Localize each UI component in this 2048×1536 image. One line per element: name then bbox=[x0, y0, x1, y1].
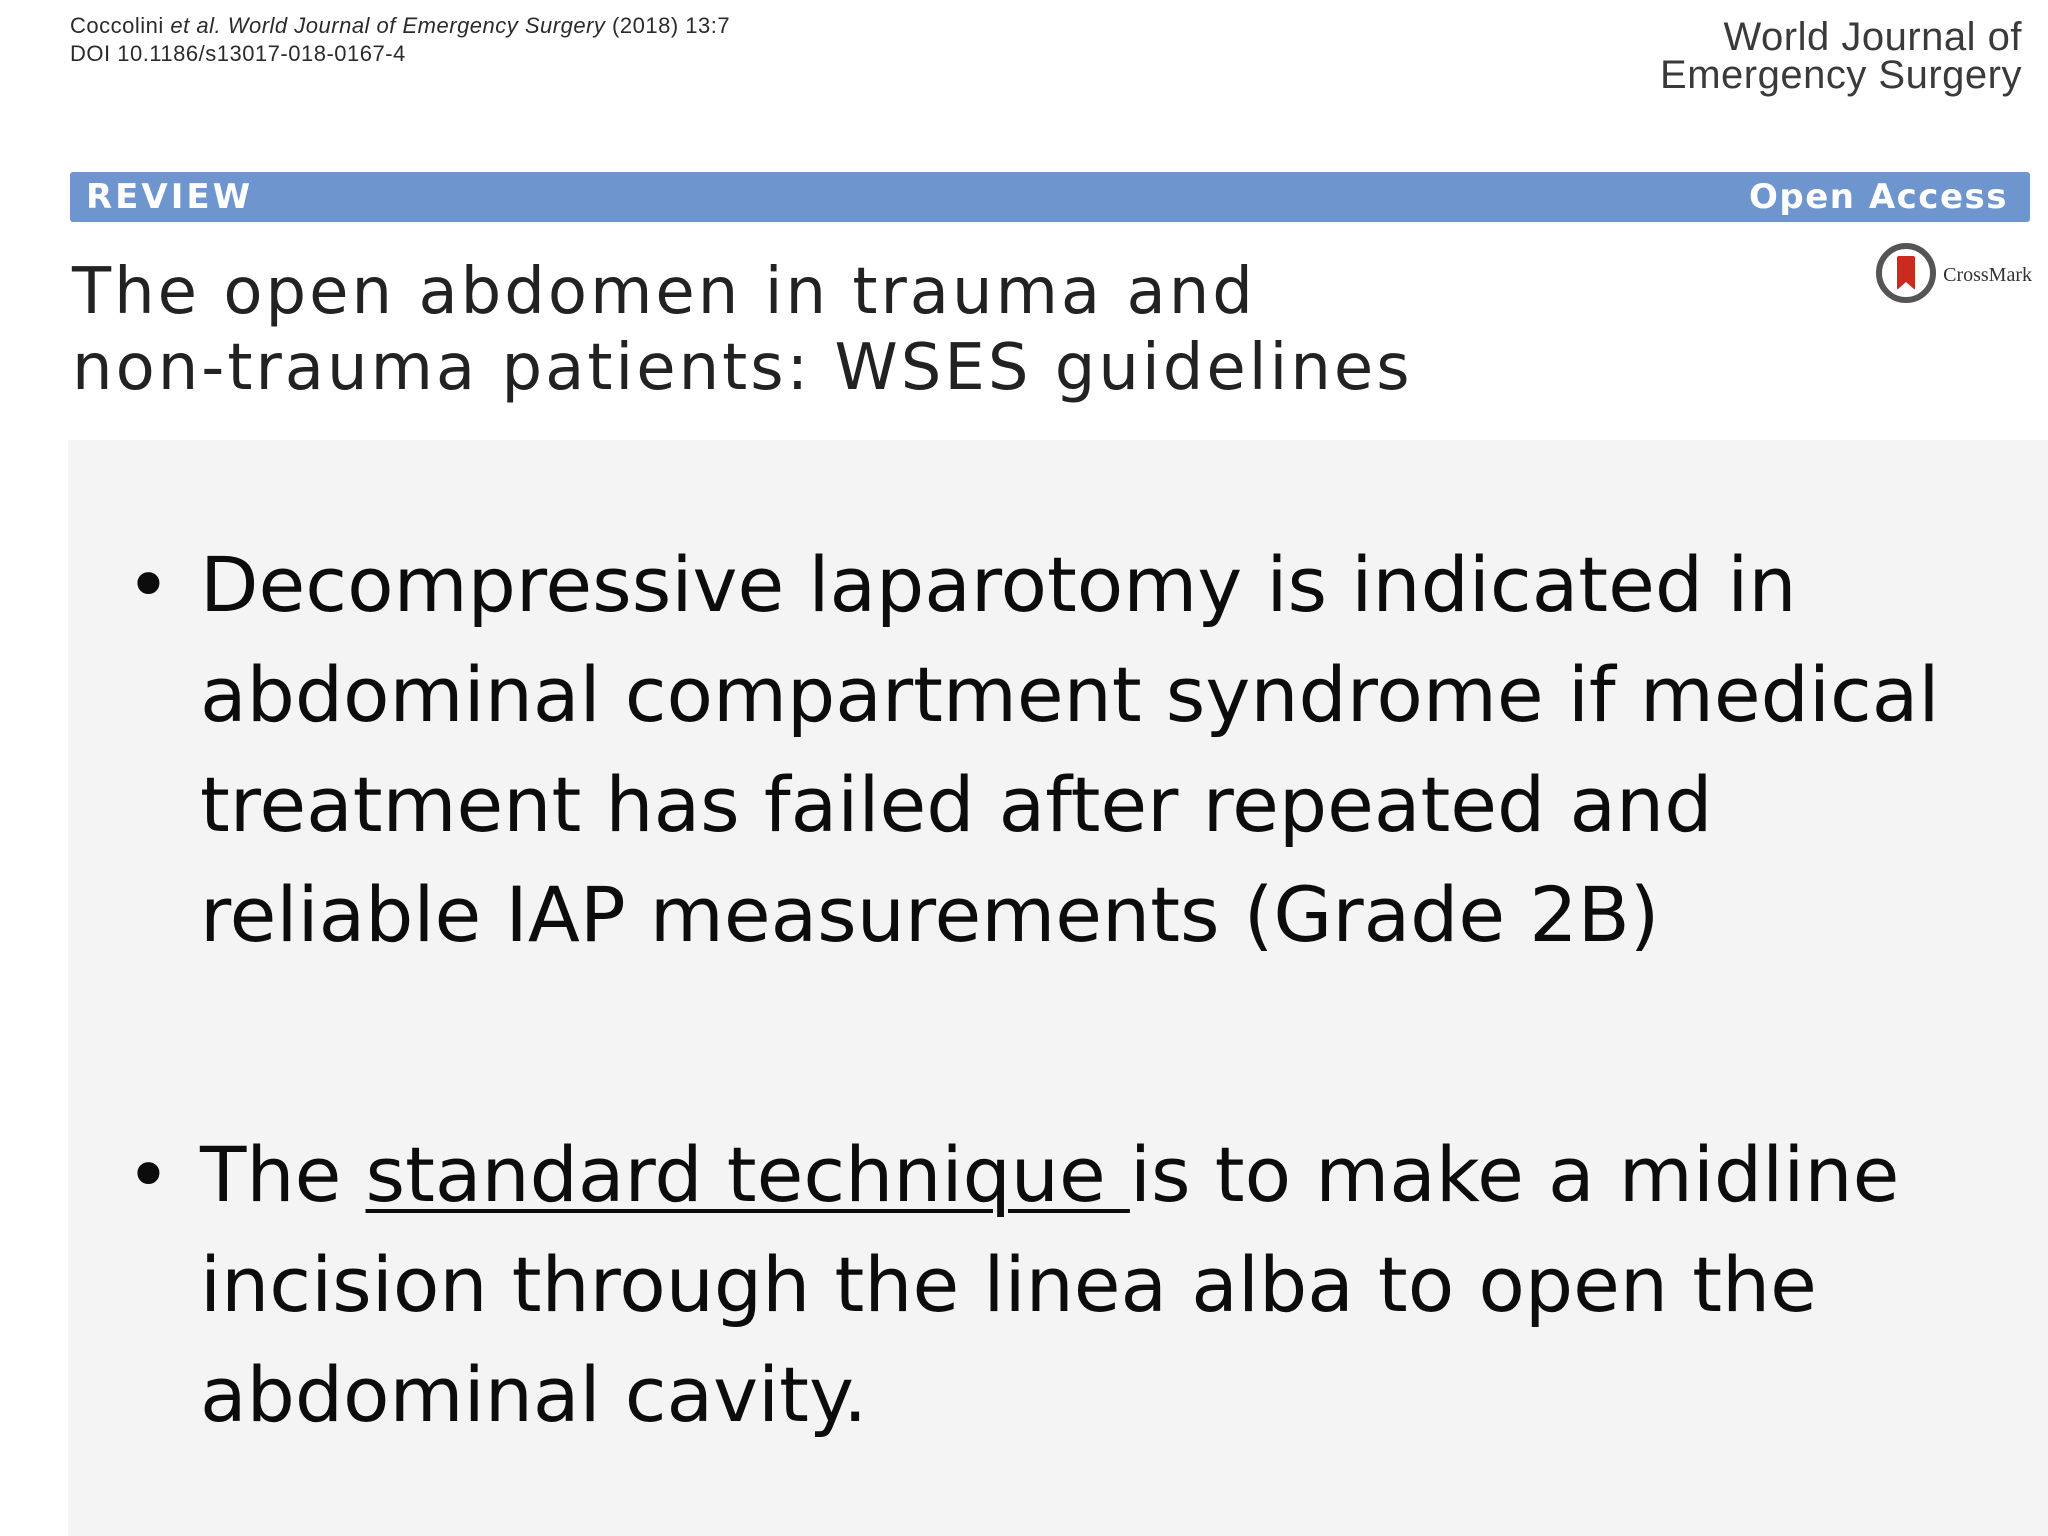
bullet-1-line-2: abdominal compartment syndrome if medical bbox=[200, 650, 1940, 739]
open-access-label: Open Access bbox=[1749, 177, 2008, 217]
bullet-2-prefix: The bbox=[200, 1130, 366, 1219]
citation-etal: et al. bbox=[170, 13, 222, 38]
citation-doi: DOI 10.1186/s13017-018-0167-4 bbox=[70, 41, 406, 66]
bullet-1-line-4: reliable IAP measurements (Grade 2B) bbox=[200, 870, 1660, 959]
crossmark-icon bbox=[1875, 242, 1937, 309]
bullet-list bbox=[120, 530, 2000, 1536]
bullet-dot-icon: • bbox=[126, 1130, 171, 1219]
bullet-2-underlined-term: standard technique bbox=[365, 1130, 1130, 1219]
article-type-banner bbox=[70, 172, 2030, 222]
bullet-2-line-1 bbox=[200, 1120, 2000, 1230]
bullet-2-line-2: incision through the linea alba to open the bbox=[200, 1240, 1817, 1329]
bullet-item-decompressive-laparotomy bbox=[120, 530, 2000, 970]
bullet-2-suffix: is to make a midline bbox=[1129, 1130, 1900, 1219]
article-type-label: REVIEW bbox=[86, 177, 254, 217]
bullet-dot-icon: • bbox=[126, 540, 171, 629]
citation-journal: World Journal of Emergency Surgery bbox=[227, 13, 606, 38]
crossmark-label: CrossMark bbox=[1943, 264, 2032, 286]
bullet-1-line-3: treatment has failed after repeated and bbox=[200, 760, 1713, 849]
bullet-1-line-1: Decompressive laparotomy is indicated in bbox=[200, 540, 1797, 629]
citation-block bbox=[70, 12, 730, 68]
bullet-2-line-3: abdominal cavity. bbox=[200, 1350, 868, 1439]
journal-logo bbox=[1660, 15, 2022, 97]
citation-authors: Coccolini bbox=[70, 13, 164, 38]
citation-line-1 bbox=[70, 12, 730, 40]
bullet-item-standard-technique bbox=[120, 1120, 2000, 1450]
journal-logo-line-2: Emergency Surgery bbox=[1660, 53, 2022, 97]
article-title bbox=[72, 254, 1413, 406]
journal-logo-line-1: World Journal of bbox=[1723, 15, 2022, 59]
article-title-line-2: non-trauma patients: WSES guidelines bbox=[72, 331, 1413, 405]
article-title-line-1: The open abdomen in trauma and bbox=[72, 255, 1256, 329]
left-margin bbox=[0, 0, 68, 1536]
citation-ref: (2018) 13:7 bbox=[612, 13, 731, 38]
crossmark-badge[interactable] bbox=[1875, 242, 2032, 309]
